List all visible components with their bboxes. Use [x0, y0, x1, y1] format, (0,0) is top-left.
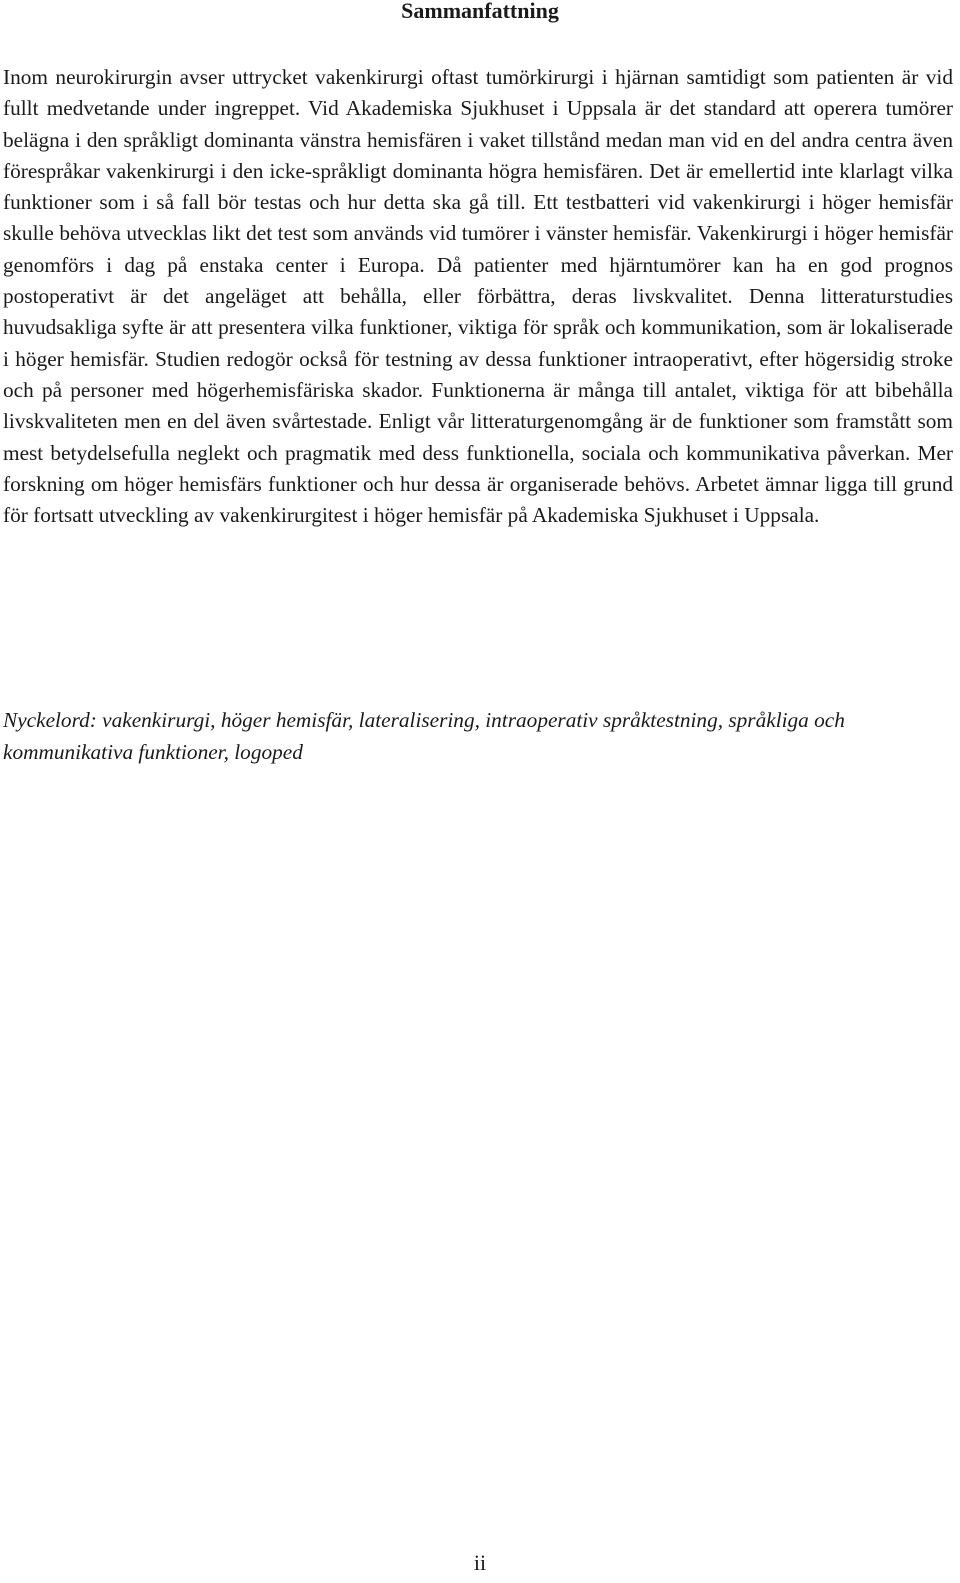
abstract-paragraph: Inom neurokirurgin avser uttrycket vakenkirurgi oftast tumörkirurgi i hjärnan samtidigt som patienten är vid fullt medvetande under ingreppet. Vid Akademiska Sjukhuset i Uppsala är det standard att operera tumörer belägna i den språkligt dominanta vänstra hemisfären i vaket tillstånd medan man vid en del andra centra även förespråkar vakenkirurgi i den icke-språkligt dominanta högra hemisfären. Det är emellertid inte klarlagt vilka funktioner som i så fall bör testas och hur detta ska gå till. Ett testbatteri vid vakenkirurgi i höger hemisfär skulle behöva utvecklas likt det test som används vid tumörer i vänster hemisfär. Vakenkirurgi i höger hemisfär genomförs i dag på enstaka center i Europa. Då patienter med hjärntumörer kan ha en god prognos postoperativt är det angeläget att behålla, eller förbättra, deras livskvalitet. Denna litteraturstudies huvudsakliga syfte är att presentera vilka funktioner, viktiga för språk och kommunikation, som är lokaliserade i höger hemisfär. Studien redogör också för testning av dessa funktioner intraoperativt, efter högersidig stroke och på personer med högerhemisfäriska skador. Funktionerna är många till antalet, viktiga för att bibehålla livskvaliteten men en del även svårtestade. Enligt vår litteraturgenomgång är de funktioner som framstått som mest betydelsefulla neglekt och pragmatik med dess funktionella, sociala och kommunikativa påverkan. Mer forskning om höger hemisfärs funktioner och hur dessa är organiserade behövs. Arbetet ämnar ligga till grund för fortsatt utveckling av vakenkirurgitest i höger hemisfär på Akademiska Sjukhuset i Uppsala.	[3, 65, 953, 528]
section-heading: Sammanfattning	[401, 0, 559, 23]
keywords-paragraph: Nyckelord: vakenkirurgi, höger hemisfär, lateralisering, intraoperativ språktestning, språkliga och kommunikativa funktioner, logoped	[3, 708, 845, 764]
page-number: ii	[473, 1550, 487, 1575]
